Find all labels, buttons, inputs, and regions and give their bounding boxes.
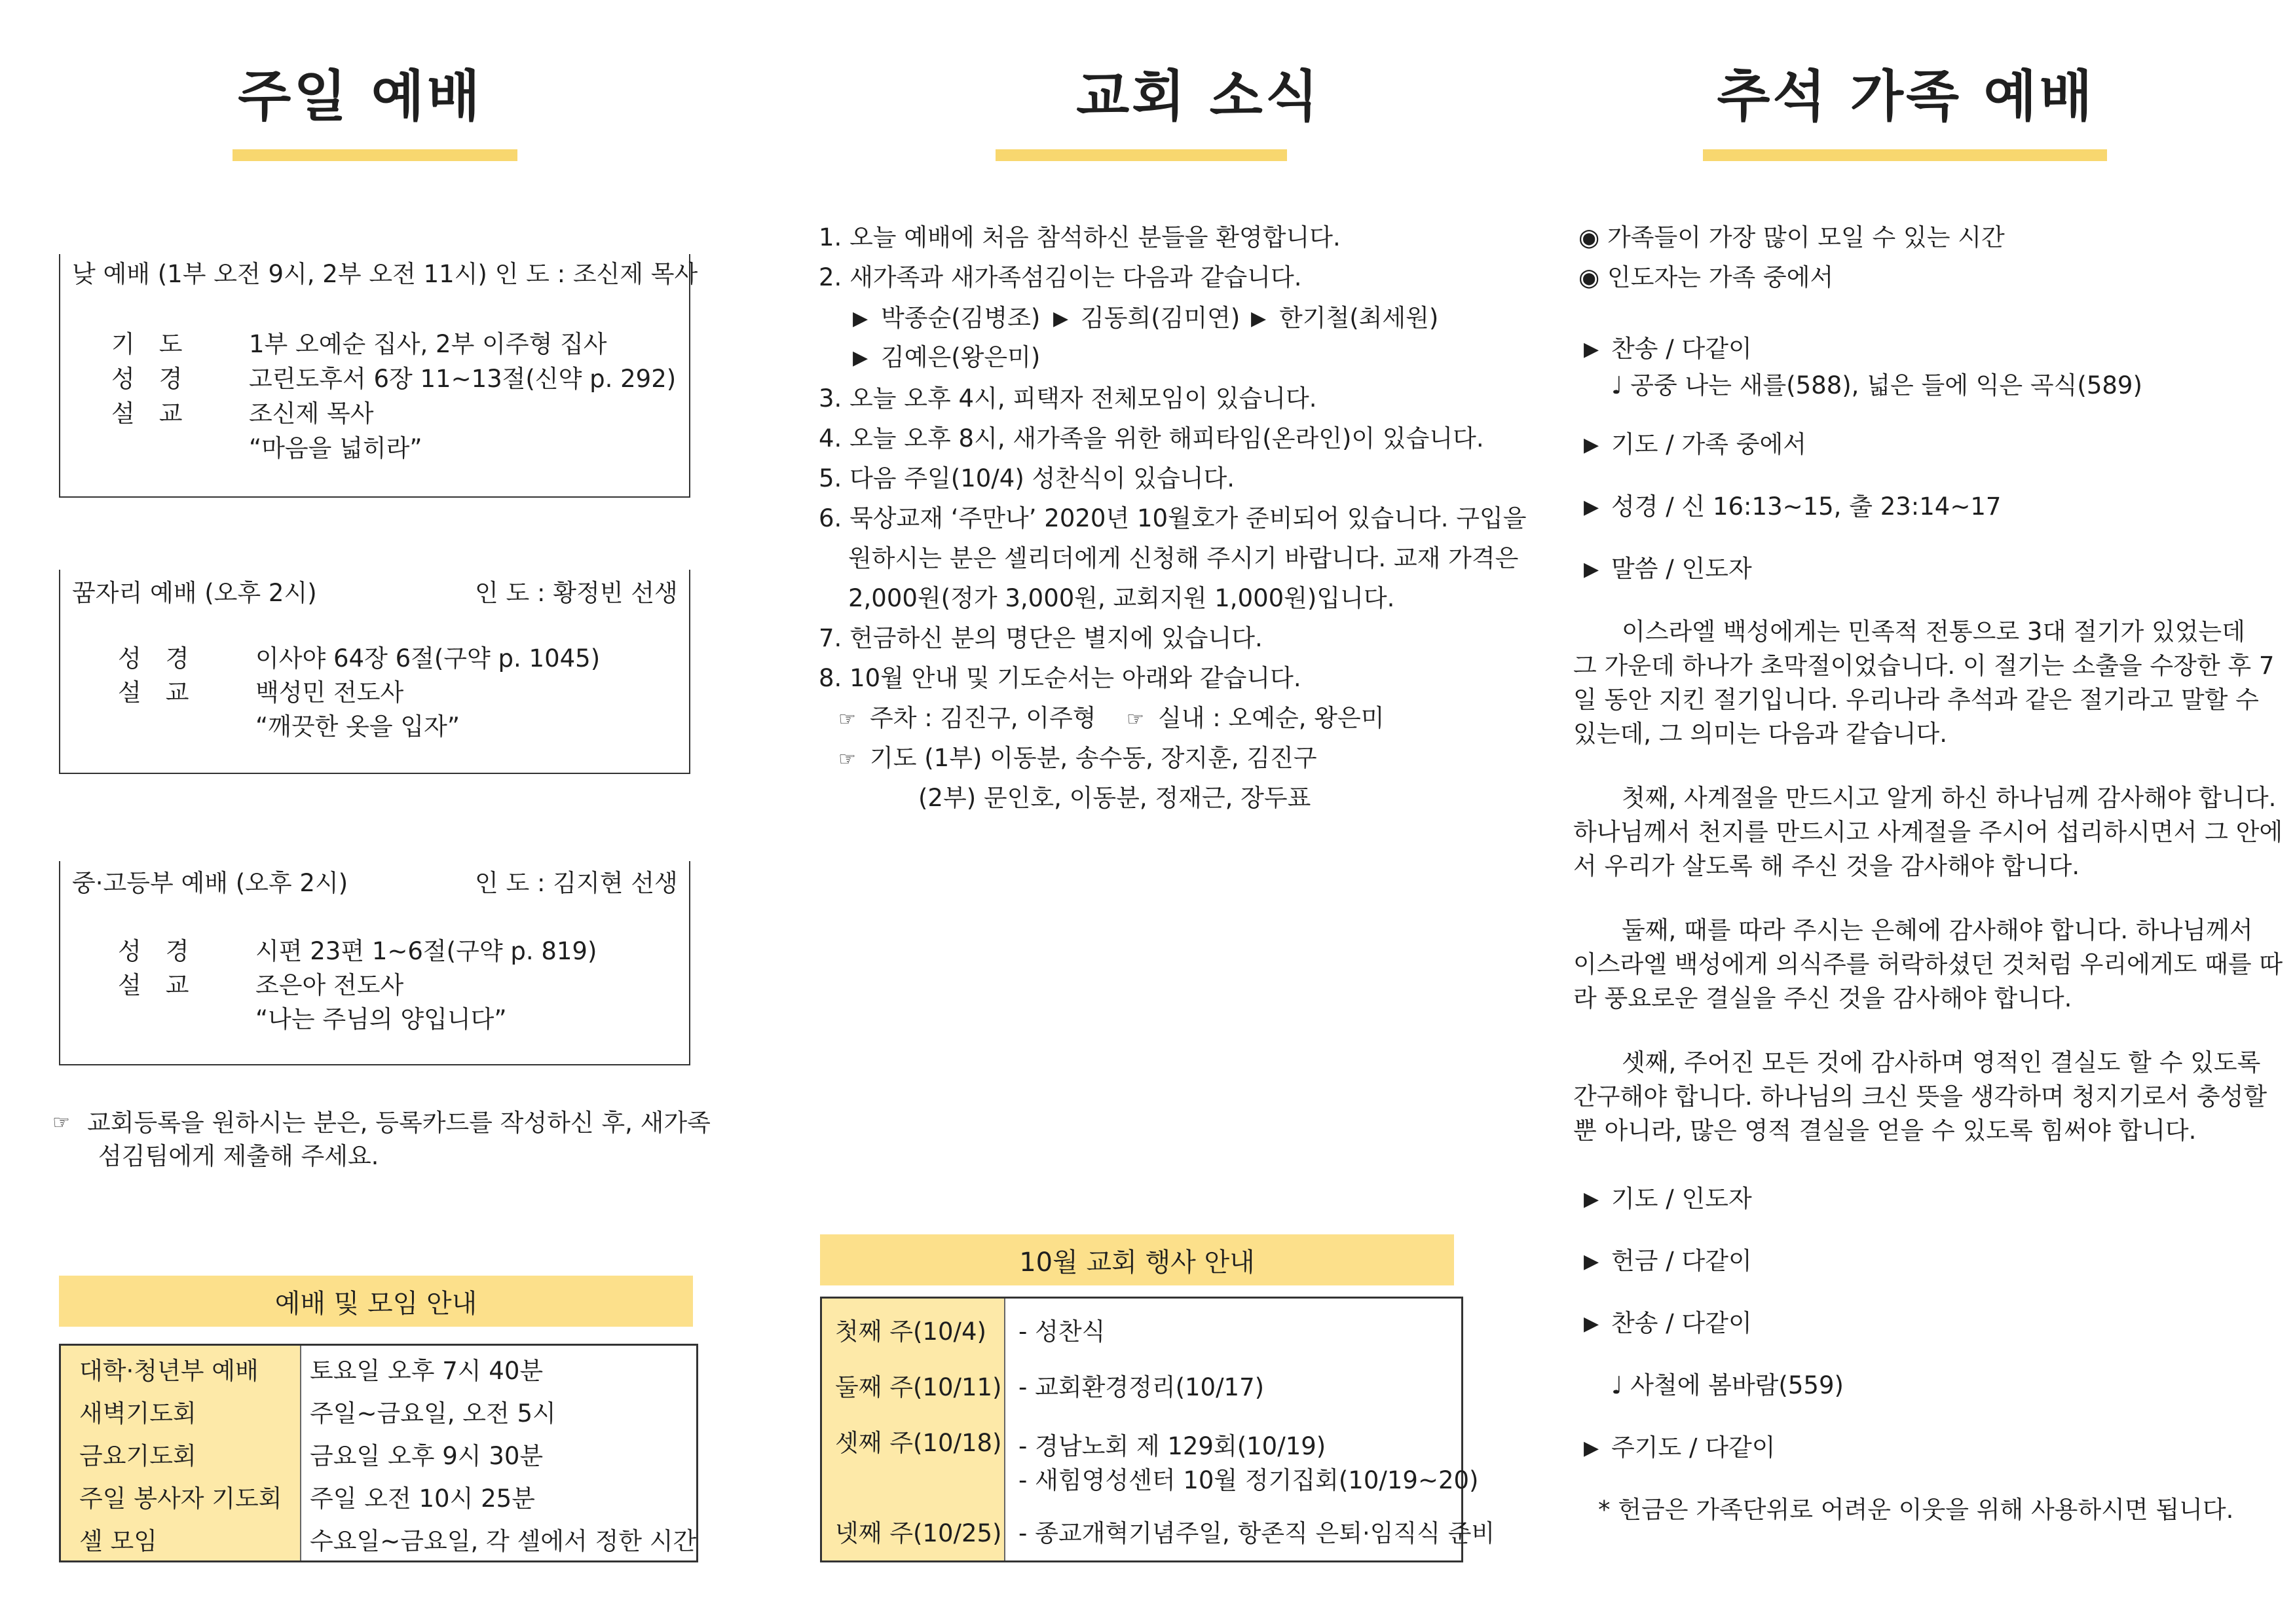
left-column — [0, 0, 773, 1624]
hymn-line: ♩ 공중 나는 새를(588), 넓은 들에 익은 곡식(589) — [1611, 371, 2142, 399]
sermon-line: 하나님께서 천지를 만드시고 사계절을 주시어 섭리하시면서 그 안에 — [1573, 818, 2283, 846]
label-sermon: 설 교 — [111, 399, 183, 428]
pointing-hand-icon: ☞ — [838, 748, 856, 771]
event-week: 첫째 주(10/4) — [835, 1318, 986, 1346]
triangle-bullet-icon: ▶ — [853, 346, 868, 369]
triangle-bullet-icon: ▶ — [1584, 558, 1599, 581]
new-family: 김동희(김미연) — [1081, 304, 1241, 332]
offering-footnote: * 헌금은 가족단위로 어려운 이웃을 위해 사용하시면 됩니다. — [1598, 1496, 2234, 1524]
value-prayer: 1부 오예순 집사, 2부 이주형 집사 — [249, 330, 607, 358]
pointing-hand-icon: ☞ — [1127, 708, 1144, 731]
schedule-time: 주일 오전 10시 25분 — [310, 1485, 535, 1513]
parking-duty: 주차 : 김진구, 이주형 — [870, 704, 1096, 732]
order-item: 기도 / 인도자 — [1611, 1185, 1752, 1213]
triangle-bullet-icon: ▶ — [1584, 434, 1599, 456]
event-item: - 경남노회 제 129회(10/19) — [1018, 1432, 1326, 1460]
sermon-line: 이스라엘 백성에게 의식주를 허락하셨던 것처럼 우리에게도 때를 따 — [1573, 950, 2283, 978]
dream-service-leader: 인 도 : 황정빈 선생 — [475, 579, 678, 607]
news-item: 7. 헌금하신 분의 명단은 별지에 있습니다. — [819, 624, 1263, 652]
value-scripture: 이사야 64장 6절(구약 p. 1045) — [255, 644, 601, 673]
schedule-name: 셀 모임 — [79, 1527, 157, 1555]
registration-line-2: 섬김팀에게 제출해 주세요. — [98, 1142, 379, 1170]
schedule-time: 수요일~금요일, 각 셀에서 정한 시간 — [310, 1527, 697, 1555]
middle-column — [773, 0, 1533, 1624]
column-divider — [1004, 1299, 1005, 1560]
news-item: 5. 다음 주일(10/4) 성찬식이 있습니다. — [819, 464, 1235, 492]
column-divider — [300, 1346, 301, 1560]
value-scripture: 고린도후서 6장 11~13절(신약 p. 292) — [249, 365, 677, 393]
youth-service-leader: 인 도 : 김지현 선생 — [475, 869, 678, 897]
new-family: 박종순(김병조) — [881, 304, 1041, 332]
pointing-hand-icon: ☞ — [838, 708, 856, 731]
schedule-table — [59, 1344, 698, 1562]
title-underline — [233, 149, 517, 161]
label-scripture: 성 경 — [118, 937, 189, 965]
order-item: 주기도 / 다같이 — [1611, 1433, 1776, 1462]
triangle-bullet-icon: ▶ — [1053, 307, 1069, 330]
triangle-bullet-icon: ▶ — [1584, 1437, 1599, 1460]
sermon-line: 간구해야 합니다. 하나님의 크신 뜻을 생각하며 청지기로서 충성할 — [1573, 1082, 2267, 1111]
new-family: 한기철(최세원) — [1279, 304, 1439, 332]
youth-service-heading: 중·고등부 예배 (오후 2시) — [72, 869, 348, 897]
order-item: 헌금 / 다같이 — [1611, 1247, 1752, 1275]
news-item-continued: 원하시는 분은 셀리더에게 신청해 주시기 바랍니다. 교재 가격은 — [848, 544, 1519, 572]
event-item: - 종교개혁기념주일, 항존직 은퇴·임직식 준비 — [1018, 1519, 1495, 1547]
events-title: 10월 교회 행사 안내 — [820, 1234, 1454, 1285]
pointing-hand-icon: ☞ — [52, 1111, 70, 1134]
event-item: - 성찬식 — [1018, 1318, 1106, 1346]
news-item: 8. 10월 안내 및 기도순서는 아래와 같습니다. — [819, 664, 1301, 692]
schedule-time: 토요일 오후 7시 40분 — [310, 1357, 544, 1385]
order-item: 말씀 / 인도자 — [1611, 555, 1752, 583]
label-sermon: 설 교 — [118, 971, 189, 999]
value-preacher: 조신제 목사 — [249, 399, 374, 428]
guide-line: ◉ 인도자는 가족 중에서 — [1578, 263, 1834, 291]
order-item: 찬송 / 다같이 — [1611, 1309, 1752, 1337]
news-item: 2. 새가족과 새가족섬김이는 다음과 같습니다. — [819, 263, 1302, 291]
prayer-order-first: 기도 (1부) 이동분, 송수동, 장지훈, 김진구 — [870, 744, 1317, 772]
guide-line: ◉ 가족들이 가장 많이 모일 수 있는 시간 — [1578, 223, 2005, 251]
sermon-line: 라 풍요로운 결실을 주신 것을 감사해야 합니다. — [1573, 984, 2072, 1012]
news-item: 6. 묵상교재 ‘주만나’ 2020년 10월호가 준비되어 있습니다. 구입을 — [819, 504, 1527, 532]
sermon-line: 둘째, 때를 따라 주시는 은혜에 감사해야 합니다. 하나님께서 — [1573, 916, 2253, 944]
triangle-bullet-icon: ▶ — [1584, 1250, 1599, 1273]
event-week: 둘째 주(10/11) — [835, 1373, 1002, 1401]
news-item: 3. 오늘 오후 4시, 피택자 전체모임이 있습니다. — [819, 384, 1317, 413]
news-item: 4. 오늘 오후 8시, 새가족을 위한 해피타임(온라인)이 있습니다. — [819, 424, 1484, 452]
events-table — [820, 1297, 1495, 1562]
sermon-line: 첫째, 사계절을 만드시고 알게 하신 하나님께 감사해야 합니다. — [1573, 784, 2277, 812]
news-item: 1. 오늘 예배에 처음 참석하신 분들을 환영합니다. — [819, 223, 1341, 251]
new-family: 김예은(왕은미) — [881, 343, 1041, 371]
sermon-line: 이스라엘 백성에게는 민족적 전통으로 3대 절기가 있었는데 — [1573, 618, 2245, 646]
sermon-title: “깨끗한 옷을 입자” — [255, 712, 460, 741]
label-scripture: 성 경 — [111, 365, 183, 393]
label-sermon: 설 교 — [118, 678, 189, 707]
sermon-line: 그 가운데 하나가 초막절이었습니다. 이 절기는 소출을 수장한 후 7 — [1573, 652, 2275, 680]
sermon-line: 일 동안 지킨 절기입니다. 우리나라 추석과 같은 절기라고 말할 수 — [1573, 686, 2259, 714]
sermon-line: 뿐 아니라, 많은 영적 결실을 얻을 수 있도록 힘써야 합니다. — [1573, 1116, 2197, 1145]
indoor-duty: 실내 : 오예순, 왕은미 — [1158, 704, 1385, 732]
sermon-line: 있는데, 그 의미는 다음과 같습니다. — [1573, 720, 1947, 748]
label-prayer: 기 도 — [111, 330, 183, 358]
triangle-bullet-icon: ▶ — [1584, 496, 1599, 519]
schedule-time: 금요일 오후 9시 30분 — [310, 1442, 544, 1470]
event-item: - 교회환경정리(10/17) — [1018, 1373, 1265, 1401]
day-service-heading: 낮 예배 (1부 오전 9시, 2부 오전 11시) 인 도 : 조신제 목사 — [72, 260, 698, 288]
triangle-bullet-icon: ▶ — [1584, 1188, 1599, 1211]
event-week: 셋째 주(10/18) — [835, 1429, 1002, 1457]
sermon-line: 서 우리가 살도록 해 주신 것을 감사해야 합니다. — [1573, 852, 2080, 880]
order-item: 성경 / 신 16:13~15, 출 23:14~17 — [1611, 492, 2002, 521]
prayer-order-second: (2부) 문인호, 이동분, 정재근, 장두표 — [918, 784, 1311, 812]
church-news-title: 교회 소식 — [1076, 64, 1321, 128]
triangle-bullet-icon: ▶ — [853, 307, 868, 330]
registration-line-1: 교회등록을 원하시는 분은, 등록카드를 작성하신 후, 새가족 — [87, 1109, 711, 1137]
schedule-name: 금요기도회 — [79, 1442, 196, 1470]
sermon-line: 셋째, 주어진 모든 것에 감사하며 영적인 결실도 할 수 있도록 — [1573, 1048, 2261, 1077]
sunday-worship-title: 주일 예배 — [238, 64, 483, 128]
title-underline — [1703, 149, 2107, 161]
value-scripture: 시편 23편 1~6절(구약 p. 819) — [255, 937, 597, 965]
sermon-title: “마음을 넓히라” — [249, 434, 422, 462]
schedule-name: 새벽기도회 — [79, 1399, 196, 1428]
event-item: - 새힘영성센터 10월 정기집회(10/19~20) — [1018, 1466, 1479, 1494]
right-column — [1533, 0, 2295, 1624]
value-preacher: 백성민 전도사 — [255, 678, 404, 707]
schedule-time: 주일~금요일, 오전 5시 — [310, 1399, 556, 1428]
chuseok-family-worship-title: 추석 가족 예배 — [1717, 64, 2095, 128]
value-preacher: 조은아 전도사 — [255, 971, 404, 999]
hymn-line: ♩ 사철에 봄바람(559) — [1611, 1371, 1844, 1399]
schedule-name: 주일 봉사자 기도회 — [79, 1485, 282, 1513]
news-item-continued: 2,000원(정가 3,000원, 교회지원 1,000원)입니다. — [848, 584, 1395, 612]
triangle-bullet-icon: ▶ — [1251, 307, 1267, 330]
label-scripture: 성 경 — [118, 644, 189, 673]
schedule-title: 예배 및 모임 안내 — [59, 1276, 693, 1327]
sermon-title: “나는 주님의 양입니다” — [255, 1005, 507, 1033]
triangle-bullet-icon: ▶ — [1584, 338, 1599, 361]
order-item: 찬송 / 다같이 — [1611, 335, 1752, 363]
dream-service-heading: 꿈자리 예배 (오후 2시) — [72, 579, 317, 607]
triangle-bullet-icon: ▶ — [1584, 1312, 1599, 1335]
title-underline — [996, 149, 1287, 161]
order-item: 기도 / 가족 중에서 — [1611, 430, 1806, 458]
schedule-name: 대학·청년부 예배 — [79, 1357, 259, 1385]
event-week: 넷째 주(10/25) — [835, 1519, 1002, 1547]
